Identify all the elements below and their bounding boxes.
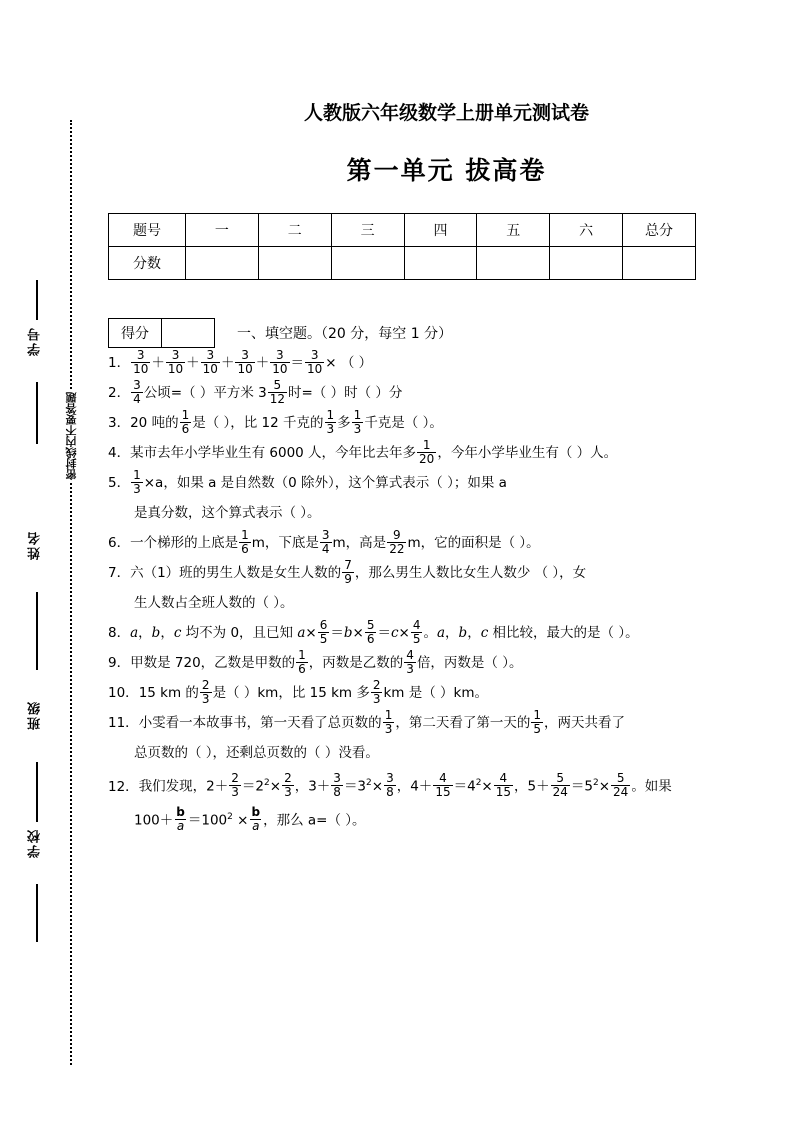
fraction-denominator: 24 <box>552 785 568 799</box>
question-line <box>108 678 793 708</box>
question-line <box>108 378 793 408</box>
fraction <box>371 679 383 705</box>
table-row-scores <box>109 247 696 280</box>
question-text: 甲数是 720，乙数是甲数的 <box>130 655 296 671</box>
question-line <box>108 648 793 678</box>
fraction-numerator: 5 <box>616 771 625 786</box>
variable: b <box>343 625 353 641</box>
question-text: ＋ <box>220 355 235 371</box>
variable: a <box>436 625 446 641</box>
fraction-numerator: 5 <box>366 617 375 632</box>
question-line <box>108 802 793 836</box>
fraction-numerator: 5 <box>273 377 282 392</box>
seal-label-banji: 班级 <box>28 700 43 730</box>
fraction-numerator: 3 <box>276 347 284 362</box>
fraction-numerator: 4 <box>412 617 421 632</box>
question-text: ＝ <box>290 355 304 371</box>
question-text: 一个梯形的上底是 <box>130 535 239 551</box>
question-text: ×a，如果 a 是自然数（0 除外），这个算式表示（ ）；如果 a <box>143 475 507 491</box>
fraction-denominator: 12 <box>269 391 285 406</box>
question-item <box>108 558 793 618</box>
section-header <box>108 318 793 348</box>
question-text: × <box>305 625 317 641</box>
variable: a <box>130 625 139 641</box>
question-text: 相比较，最大的是（ ）。 <box>488 625 639 641</box>
fraction <box>201 349 220 375</box>
fraction <box>387 529 406 555</box>
question-item <box>108 468 793 528</box>
fraction-numerator: 3 <box>241 347 249 362</box>
question-text: ＋ <box>255 355 270 371</box>
fraction-denominator: 8 <box>333 785 341 799</box>
question-text: ＝ <box>330 625 344 641</box>
fraction <box>325 409 337 435</box>
fraction-denominator: 10 <box>133 361 149 376</box>
seal-rule <box>36 280 38 320</box>
question-text: 15 km 的 <box>138 685 199 701</box>
fraction-numerator: 3 <box>310 347 319 362</box>
question-text: × <box>481 778 493 795</box>
table-row-header <box>109 214 696 247</box>
question-text: 20 吨的 <box>130 415 179 431</box>
question-line <box>108 738 793 768</box>
fraction-denominator: 3 <box>406 661 414 676</box>
question-text: 。如果 <box>631 778 672 795</box>
fraction-denominator: 15 <box>435 785 451 799</box>
fraction <box>417 439 436 465</box>
question-text: ，那么男生人数比女生人数少 （ ），女 <box>354 565 587 581</box>
question-text: 某市去年小学毕业生有 6000 人，今年比去年多 <box>130 445 417 461</box>
question-text: ，5＋ <box>514 778 550 795</box>
score-cell-4[interactable] <box>404 247 477 280</box>
fraction-numerator: 7 <box>344 557 352 572</box>
question-item <box>108 528 793 558</box>
seal-dotted-line <box>70 120 72 1065</box>
fraction-denominator: 10 <box>307 361 323 376</box>
question-text: ＝4 <box>453 778 476 795</box>
fraction-denominator: 3 <box>231 785 239 799</box>
fraction <box>131 349 150 375</box>
question-number: 2． <box>108 385 131 401</box>
seal-rule <box>36 884 38 942</box>
question-text: 均不为 0，且已知 <box>181 625 298 641</box>
question-text: ＋ <box>186 355 200 371</box>
question-text: 生人数占全班人数的（ ）。 <box>134 595 294 611</box>
fraction-numerator: 3 <box>321 527 330 542</box>
score-table <box>108 213 696 280</box>
fraction-numerator: 5 <box>556 771 565 786</box>
fraction <box>174 806 187 832</box>
fraction <box>404 649 416 675</box>
fraction <box>250 806 263 832</box>
question-text: ＝100 <box>187 812 228 828</box>
fraction-numerator: 1 <box>533 707 541 722</box>
fraction <box>270 349 289 375</box>
fraction <box>433 772 452 798</box>
defen-value[interactable] <box>162 319 215 348</box>
fraction-denominator: 3 <box>384 721 393 736</box>
score-table-row-label: 题号 <box>109 214 186 247</box>
question-number: 4． <box>108 445 131 461</box>
fraction <box>318 619 330 645</box>
fraction-numerator: 1 <box>298 647 306 662</box>
fraction-numerator: 1 <box>326 407 335 422</box>
question-text: ， <box>160 625 174 641</box>
question-line <box>108 558 793 588</box>
question-text: ，今年小学毕业生有（ ）人。 <box>437 445 618 461</box>
question-text: × （ ） <box>325 355 373 371</box>
question-text: 是（ ），比 12 千克的 <box>192 415 324 431</box>
seal-label-xuexiao: 学校 <box>28 828 43 858</box>
fraction-denominator: a <box>252 818 260 833</box>
question-text: × <box>352 625 364 641</box>
question-text: ，两天共看了 <box>543 715 625 731</box>
score-cell-1[interactable] <box>186 247 259 280</box>
fraction-numerator: 4 <box>499 771 508 786</box>
fraction <box>131 379 143 405</box>
fraction-denominator: 5 <box>533 721 541 736</box>
exponent: 2 <box>366 778 372 788</box>
question-text: ，那么 a=（ ）。 <box>263 812 366 828</box>
fraction-numerator: 2 <box>372 677 381 692</box>
question-text: ，4＋ <box>396 778 433 795</box>
question-text: ＝3 <box>343 778 367 795</box>
question-text: × <box>232 812 249 828</box>
fraction <box>305 349 324 375</box>
fraction <box>611 772 630 798</box>
seal-rule <box>36 762 38 822</box>
fraction-denominator: 15 <box>495 785 512 799</box>
question-line <box>108 438 793 468</box>
score-col-2: 二 <box>258 214 331 247</box>
exponent: 2 <box>592 778 599 788</box>
question-text: × <box>269 778 282 795</box>
question-text: ，3＋ <box>294 778 331 795</box>
question-item <box>108 768 793 835</box>
fraction-denominator: 3 <box>284 785 292 799</box>
fraction <box>342 559 354 585</box>
seal-line-text: 密封线内不要答题 <box>65 392 78 480</box>
questions-list <box>100 348 793 835</box>
question-text: 千克是（ ）。 <box>364 415 443 431</box>
score-cell-3[interactable] <box>331 247 404 280</box>
fraction-denominator: 4 <box>133 391 141 406</box>
question-item <box>108 618 793 648</box>
fraction <box>383 709 395 735</box>
question-text: 公顷=（ ）平方米 3 <box>143 385 267 401</box>
question-number: 3． <box>108 415 131 431</box>
fraction-denominator: 20 <box>419 451 435 466</box>
variable: c <box>480 625 489 641</box>
exponent: 2 <box>227 811 233 822</box>
fraction-denominator: 6 <box>366 631 375 646</box>
fraction-numerator: 2 <box>284 771 292 786</box>
fraction <box>352 409 364 435</box>
fraction-denominator: 3 <box>372 691 381 706</box>
fraction <box>239 529 251 555</box>
sealing-margin <box>0 0 100 1122</box>
question-text: × <box>371 778 384 795</box>
question-number: 5． <box>108 475 131 491</box>
fraction-numerator: 1 <box>353 407 362 422</box>
fraction-denominator: 6 <box>181 421 190 436</box>
question-text: × <box>398 625 410 641</box>
fraction <box>531 709 543 735</box>
fraction-numerator: 1 <box>181 407 190 422</box>
score-col-4: 四 <box>404 214 477 247</box>
fraction-denominator: 6 <box>241 541 249 556</box>
seal-label-xingming: 姓名 <box>28 530 43 560</box>
question-text: 我们发现，2＋ <box>138 778 229 795</box>
question-item <box>108 378 793 408</box>
fraction-numerator: 3 <box>171 347 180 362</box>
fraction-numerator: b <box>251 804 261 819</box>
fraction <box>131 469 143 495</box>
fraction-denominator: 10 <box>167 361 184 376</box>
defen-label: 得分 <box>109 319 162 348</box>
score-cell-5[interactable] <box>477 247 550 280</box>
fraction <box>200 679 212 705</box>
question-number: 6． <box>108 535 131 551</box>
score-col-3: 三 <box>331 214 404 247</box>
score-col-total: 总分 <box>623 214 696 247</box>
fraction <box>384 772 396 798</box>
question-text: ， <box>138 625 152 641</box>
question-number: 1． <box>108 355 131 371</box>
fraction-numerator: 2 <box>201 677 210 692</box>
question-text: m，它的面积是（ ）。 <box>407 535 540 551</box>
question-number: 12． <box>108 778 139 795</box>
question-item <box>108 348 793 378</box>
fraction-denominator: 10 <box>237 361 253 376</box>
variable: b <box>458 625 468 641</box>
question-line <box>108 528 793 558</box>
question-number: 9． <box>108 655 131 671</box>
fraction <box>268 379 287 405</box>
score-col-1: 一 <box>186 214 259 247</box>
fraction-numerator: 3 <box>333 771 341 786</box>
score-cell-6[interactable] <box>550 247 623 280</box>
fraction-numerator: b <box>176 804 185 819</box>
fraction-denominator: a <box>176 818 185 833</box>
fraction-denominator: 10 <box>202 361 218 376</box>
question-text: ＝ <box>377 625 391 641</box>
question-text: 是真分数，这个算式表示（ ）。 <box>134 505 321 521</box>
question-text: 总页数的（ ），还剩总页数的（ ）没看。 <box>134 745 379 761</box>
question-item <box>108 438 793 468</box>
question-line <box>108 468 793 498</box>
fraction <box>296 649 308 675</box>
question-text: m，高是 <box>332 535 387 551</box>
fraction <box>494 772 513 798</box>
fraction-numerator: 1 <box>241 527 249 542</box>
fraction <box>551 772 570 798</box>
question-line <box>108 588 793 618</box>
question-text: 小雯看一本故事书，第一天看了总页数的 <box>138 715 382 731</box>
seal-label-xuehao: 学号 <box>28 326 43 356</box>
fraction-numerator: 4 <box>439 771 447 786</box>
section-title: 一、填空题。（20 分，每空 1 分） <box>237 326 453 342</box>
question-number: 11． <box>108 715 139 731</box>
fraction-denominator: 8 <box>386 785 394 799</box>
exam-sheet <box>100 0 793 1122</box>
question-text: ＝5 <box>570 778 593 795</box>
question-text: m，下底是 <box>251 535 319 551</box>
fraction-numerator: 1 <box>384 707 393 722</box>
fraction <box>235 349 254 375</box>
question-text: ＝2 <box>241 778 265 795</box>
exponent: 2 <box>475 778 482 788</box>
fraction-numerator: 2 <box>231 771 239 786</box>
question-item <box>108 648 793 678</box>
question-item <box>108 678 793 708</box>
fraction-denominator: 22 <box>389 541 405 556</box>
fraction-denominator: 5 <box>319 631 328 646</box>
question-text: × <box>598 778 611 795</box>
fraction-denominator: 10 <box>272 361 288 376</box>
exponent: 2 <box>264 778 270 788</box>
question-text: 倍，丙数是（ ）。 <box>416 655 523 671</box>
score-col-6: 六 <box>550 214 623 247</box>
fraction <box>411 619 423 645</box>
fraction <box>166 349 185 375</box>
variable: a <box>297 625 306 641</box>
score-cell-2[interactable] <box>258 247 331 280</box>
fraction-numerator: 4 <box>406 647 414 662</box>
question-text: 100＋ <box>134 812 174 828</box>
seal-rule <box>36 592 38 670</box>
variable: b <box>151 625 161 641</box>
question-number: 8． <box>108 625 131 641</box>
fraction-denominator: 3 <box>133 481 141 496</box>
seal-rule <box>36 382 38 444</box>
fraction-numerator: 3 <box>386 771 394 786</box>
score-table-row-label: 分数 <box>109 247 186 280</box>
fraction-numerator: 3 <box>206 347 215 362</box>
variable: c <box>173 625 182 641</box>
fraction-numerator: 3 <box>136 347 145 362</box>
fraction <box>365 619 377 645</box>
fraction-denominator: 9 <box>344 571 352 586</box>
score-col-5: 五 <box>477 214 550 247</box>
question-text: ＋ <box>151 355 165 371</box>
question-line <box>108 348 793 378</box>
fraction-denominator: 3 <box>326 421 335 436</box>
fraction <box>282 772 294 798</box>
question-text: 时=（ ）时（ ）分 <box>288 385 403 401</box>
fraction <box>331 772 343 798</box>
fraction <box>180 409 192 435</box>
fraction-denominator: 5 <box>412 631 421 646</box>
question-text: ，丙数是乙数的 <box>308 655 404 671</box>
question-text: 六（1）班的男生人数是女生人数的 <box>130 565 342 581</box>
question-number: 10． <box>108 685 139 701</box>
score-cell-total[interactable] <box>623 247 696 280</box>
question-text: ，第二天看了第一天的 <box>395 715 531 731</box>
question-number: 7． <box>108 565 131 581</box>
page-subtitle: 第一单元 拔高卷 <box>346 156 547 185</box>
question-text: 。 <box>423 625 437 641</box>
fraction-numerator: 1 <box>422 437 431 452</box>
question-text: ， <box>445 625 459 641</box>
question-line <box>108 408 793 438</box>
fraction <box>229 772 241 798</box>
question-line <box>108 498 793 528</box>
fraction-numerator: 9 <box>393 527 401 542</box>
fraction <box>320 529 332 555</box>
fraction-denominator: 6 <box>298 661 306 676</box>
defen-box <box>108 318 215 348</box>
fraction-denominator: 4 <box>321 541 330 556</box>
question-item <box>108 408 793 438</box>
fraction-denominator: 3 <box>353 421 362 436</box>
question-text: 是（ ）km，比 15 km 多 <box>212 685 370 701</box>
question-item <box>108 708 793 768</box>
question-text: ， <box>467 625 481 641</box>
variable: c <box>390 625 399 641</box>
question-line <box>108 768 793 802</box>
fraction-denominator: 24 <box>613 785 629 799</box>
question-line <box>108 618 793 648</box>
fraction-numerator: 3 <box>133 377 141 392</box>
question-text: km 是（ ）km。 <box>383 685 489 701</box>
fraction-denominator: 3 <box>201 691 210 706</box>
fraction-numerator: 6 <box>319 617 328 632</box>
page-title: 人教版六年级数学上册单元测试卷 <box>303 102 589 124</box>
question-text: 多 <box>337 415 351 431</box>
fraction-numerator: 1 <box>133 467 141 482</box>
question-line <box>108 708 793 738</box>
